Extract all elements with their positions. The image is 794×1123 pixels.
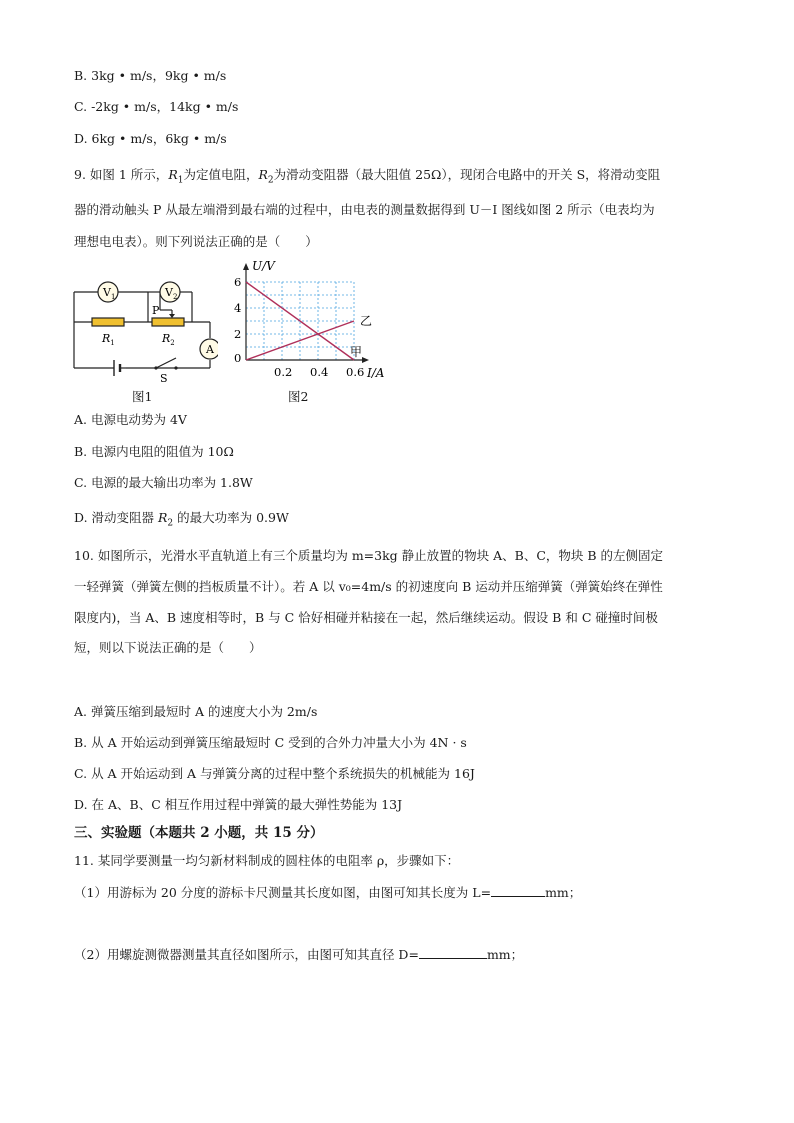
r2-label: $R_2$ <box>162 332 175 347</box>
diameter-answer-blank[interactable] <box>419 946 487 959</box>
figure1-caption: 图1 <box>132 389 153 404</box>
figure2-caption: 图2 <box>288 389 309 404</box>
q11-part2: （2）用螺旋测微器测量其直径如图所示，由图可知其直径 D= mm； <box>74 947 524 962</box>
r1-label: $R_1$ <box>102 332 115 347</box>
v1-label: $V_1$ <box>103 286 116 301</box>
q9-stem-line2: 器的滑动触头 P 从最左端滑到最右端的过程中，由电表的测量数据得到 U－I 图线如图 2 所示（电表均为 <box>74 202 655 217</box>
v2-label: $V_2$ <box>165 286 178 301</box>
resistor-r2 <box>152 318 184 326</box>
q10-stem-line2: 一轻弹簧（弹簧左侧的挡板质量不计）。若 A 以 v₀=4m/s 的初速度向 B 运动并压缩弹簧（弹簧始终在弹性 <box>74 579 663 594</box>
q11-part1: （1）用游标为 20 分度的游标卡尺测量其长度如图，由图可知其长度为 L= mm； <box>74 885 582 900</box>
slider-p-label: P <box>152 304 160 317</box>
figure1-circuit <box>68 276 218 386</box>
q8-option-c: C. -2kg • m/s，14kg • m/s <box>74 99 239 114</box>
q8-option-b: B. 3kg • m/s，9kg • m/s <box>74 68 227 83</box>
q10-option-d: D. 在 A、B、C 相互作用过程中弹簧的最大弹性势能为 13J <box>74 797 403 812</box>
q11-stem: 11. 某同学要测量一均匀新材料制成的圆柱体的电阻率 ρ，步骤如下： <box>74 853 460 868</box>
q8-option-d: D. 6kg • m/s，6kg • m/s <box>74 131 227 146</box>
resistor-r1 <box>92 318 124 326</box>
ammeter-label: A <box>206 343 214 356</box>
x-tick-label: 0.6 <box>346 365 365 379</box>
q10-stem-line3: 限度内)，当 A、B 速度相等时，B 与 C 恰好相碰并粘接在一起，然后继续运动。假设 B 和 C 碰撞时间极 <box>74 610 658 625</box>
y-tick-label: 2 <box>234 327 242 341</box>
x-axis-arrow <box>362 357 369 363</box>
q9-stem-line1: 9. 如图 1 所示，$R_1$为定值电阻，$R_2$为滑动变阻器（最大阻值 25Ω），现闭合电路中的开关 S，将滑动变阻 <box>74 167 661 186</box>
q10-option-b: B. 从 A 开始运动到弹簧压缩最短时 C 受到的合外力冲量大小为 4N · s <box>74 735 467 750</box>
y-tick-label: 6 <box>234 275 242 289</box>
section-heading: 三、实验题（本题共 2 小题，共 15 分） <box>74 825 324 841</box>
q9-option-b: B. 电源内电阻的阻值为 10Ω <box>74 444 234 459</box>
q10-stem-line4: 短，则以下说法正确的是（ ） <box>74 640 262 655</box>
y-axis-arrow <box>243 263 249 270</box>
y-axis-label: U/V <box>252 259 275 273</box>
q10-option-c: C. 从 A 开始运动到 A 与弹簧分离的过程中整个系统损失的机械能为 16J <box>74 766 475 781</box>
x-tick-label: 0.4 <box>310 365 329 379</box>
x-axis-label: I/A <box>367 366 385 380</box>
figure2-chart <box>226 258 396 384</box>
q9-option-a: A. 电源电动势为 4V <box>74 412 187 427</box>
origin-label: 0 <box>234 351 242 365</box>
x-tick-label: 0.2 <box>274 365 293 379</box>
length-answer-blank[interactable] <box>491 884 545 897</box>
q10-stem-line1: 10. 如图所示，光滑水平直轨道上有三个质量均为 m=3kg 静止放置的物块 A、B、C，物块 B 的左侧固定 <box>74 548 664 563</box>
y-tick-label: 4 <box>234 301 242 315</box>
series-label-yi: 乙 <box>360 314 373 328</box>
series-label-jia: 甲 <box>350 345 363 360</box>
q10-option-a: A. 弹簧压缩到最短时 A 的速度大小为 2m/s <box>74 704 318 719</box>
q9-option-c: C. 电源的最大输出功率为 1.8W <box>74 475 253 490</box>
q9-stem-line3: 理想电电表）。则下列说法正确的是（ ） <box>74 234 318 249</box>
switch-s-label: S <box>160 372 168 385</box>
q9-option-d: D. 滑动变阻器 $R_2$ 的最大功率为 0.9W <box>74 510 289 529</box>
